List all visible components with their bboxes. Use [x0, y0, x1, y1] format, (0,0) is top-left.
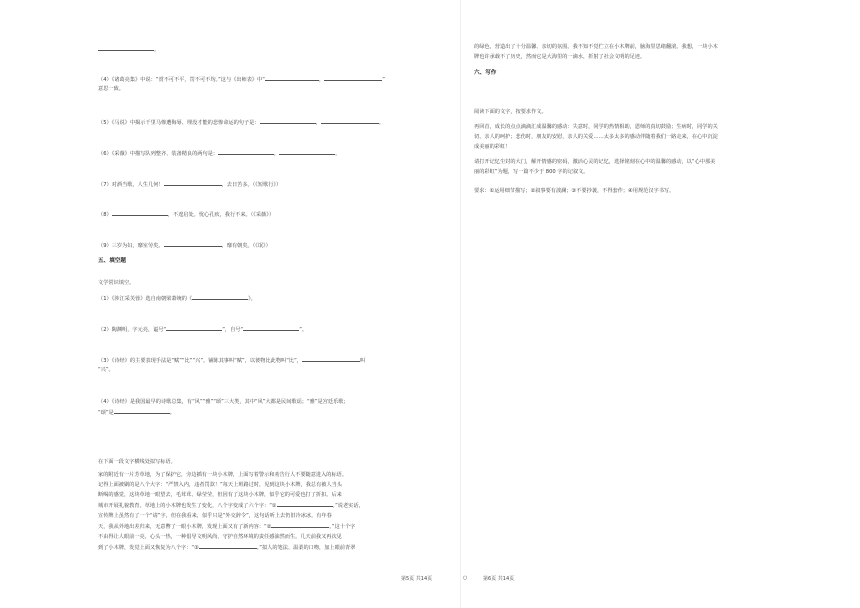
essay-task: [474, 157, 844, 177]
question-7: （7）对酒当歌，人生几何！ ，去日苦多。（《短歌行》）: [98, 179, 281, 190]
fill-4-line2: “颂”是 。: [98, 407, 175, 418]
fill-4: （4）《诗经》是我国最早的诗歌总集，有“风”“雅”“颂”三大类，其中“风”大都是民间歌谣；“雅”是宫廷乐歌；: [98, 399, 349, 405]
fill-1: （1）《涉江采芙蓉》选自南朝梁萧统的《 》。: [98, 293, 256, 304]
passage-line: 断喝的感觉，这块草地一眼望去，毛茸茸、绿莹莹，但因有了这块小木牌，似乎它的可爱也打了折扣。后来: [98, 492, 342, 498]
literature-intro: 文学常识填空。: [98, 280, 135, 286]
passage-line: 天，我从外地出差归来，无意瞥了一眼小木牌，发现上面又有了新内容：“② 。”这十个字: [98, 521, 458, 532]
answer-blank[interactable]: [243, 324, 299, 331]
fill-3: （3）《诗经》的主要表现手法是“赋”“比”“兴”。铺陈其事叫“赋”，以彼物比此物叫“比”， 叫: [98, 355, 365, 366]
material-line: 成美丽的彩虹！: [474, 144, 511, 150]
section-5-title: 五、填空题: [98, 258, 126, 264]
question-6: （6）《采薇》中描写队列整齐、装备精良的两句是： ， 。: [98, 148, 340, 159]
center-mark: ○: [463, 575, 468, 581]
essay-material: [474, 122, 844, 152]
question-5: （5）《马说》中揭示千里马惨遭侮辱、埋没才能的悲惨命运的句子是： ， 。: [98, 117, 384, 128]
passage: [98, 470, 458, 553]
answer-blank[interactable]: [324, 74, 382, 81]
answer-blank[interactable]: [164, 240, 222, 247]
passage-line: 到了小木牌，发觉上面又恢复为八个字：“③ 。”拟人的笔法、温柔的口吻，加上眼前青翠: [98, 542, 458, 553]
section-6-title: 六、写作: [474, 70, 497, 76]
reading-prompt: 阅读下面的文字，按要求作文。: [474, 109, 547, 115]
essay-requirements: 要求：①运用细节描写；②叙事要有波澜；③不要抄袭，不得套作；④用规范汉字书写。: [474, 188, 675, 194]
answer-blank-2[interactable]: [271, 521, 329, 528]
answer-blank[interactable]: [166, 324, 222, 331]
answer-blank[interactable]: [112, 209, 168, 216]
passage-intro: 在下面一段文字横线处拟写标语。: [98, 459, 176, 465]
material-line: 再回首，成长的点点滴滴汇成温馨的感动：失意时，同学的热情相助，恩师的真切鼓励；生病时，同学的关: [474, 124, 718, 130]
page-footer-left: 第5页 共14页: [401, 576, 433, 582]
fill-3-line2: “兴”。: [98, 367, 114, 373]
answer-blank[interactable]: [260, 117, 316, 124]
question-8: （8） ，不遑启处。忧心孔疚，我行不来。（《采薇》）: [98, 209, 274, 220]
passage-line: 城市开展礼貌教育，草地上的小木牌也发生了变化，八个字变成了六个字：“① 。”说老实话，: [98, 500, 458, 511]
page-footer-right: 第6页 共14页: [483, 576, 515, 582]
task-line: 丽的彩虹”为题，写一篇不少于 800 字的记叙文。: [474, 169, 589, 175]
answer-blank[interactable]: [302, 355, 360, 362]
answer-blank-3[interactable]: [199, 542, 257, 549]
answer-blank[interactable]: [218, 148, 274, 155]
answer-blank[interactable]: [164, 179, 222, 186]
answer-blank[interactable]: [321, 117, 379, 124]
passage-continuation: [474, 42, 844, 62]
passage-line: 不由得让人眼前一亮，心头一热，一种倡导文明风尚、守护自然环境的责任感油然而生。几天前我又再次见: [98, 534, 342, 540]
passage-line: 记得上面被刷的是八个大字：“严禁入内，违者罚款！”每天上班路过时，见到这块小木牌，我总有被人当头: [98, 482, 343, 488]
material-line: 切，亲人的呵护；悲伤时，朋友的安慰，亲人的关爱……太多太多的感动伴随着我们一路走来，在心中沉淀: [474, 134, 718, 140]
question-4-line2: 意思一致。: [98, 86, 124, 92]
right-page: [460, 0, 860, 608]
passage-line: 家的附近有一片芳草地，为了保护它，旁边插有一块小木牌，上面写着警示和劝告行人不要随意进入的标语。: [98, 472, 348, 478]
passage-line: 牌也许承载不了历史，然而它是大海里的一滴水，折射了社会文明的足迹。: [474, 54, 646, 60]
previous-question-tail: 。: [98, 44, 159, 55]
answer-blank[interactable]: [265, 74, 319, 81]
answer-blank[interactable]: [279, 148, 335, 155]
answer-blank-1[interactable]: [277, 500, 333, 507]
task-line: 请打开记忆尘封的大门，解开情感的密码，激活心灵的记忆，选择铭刻在心中的温馨的感动，以“心中那美: [474, 159, 716, 165]
answer-blank[interactable]: [98, 44, 154, 51]
question-4: （4）《诸葛亮集》中说：“赏不可不平，罚不可不均。”这与《出师表》中“ ， ”: [98, 74, 385, 85]
passage-line: 宣传牌上虽然有了一个“请”字，但在我看来，似乎只是“外交辞令”，这句话听上去仍旧冷冰冰。有年春: [98, 513, 332, 519]
fill-2: （2）陶渊明，字元亮，谥号“ ”，自号“ ”。: [98, 324, 307, 335]
passage-line: 的绿色，营造出了十分温馨、亲切的氛围。我不知不觉伫立在小木牌前，脑海里思绪翻滚。我想，一块小木: [474, 44, 718, 50]
answer-blank[interactable]: [114, 407, 170, 414]
question-9: （9）三岁为妇，靡室劳矣。 ，靡有朝矣。（《氓》）: [98, 240, 271, 251]
answer-blank[interactable]: [192, 293, 248, 300]
